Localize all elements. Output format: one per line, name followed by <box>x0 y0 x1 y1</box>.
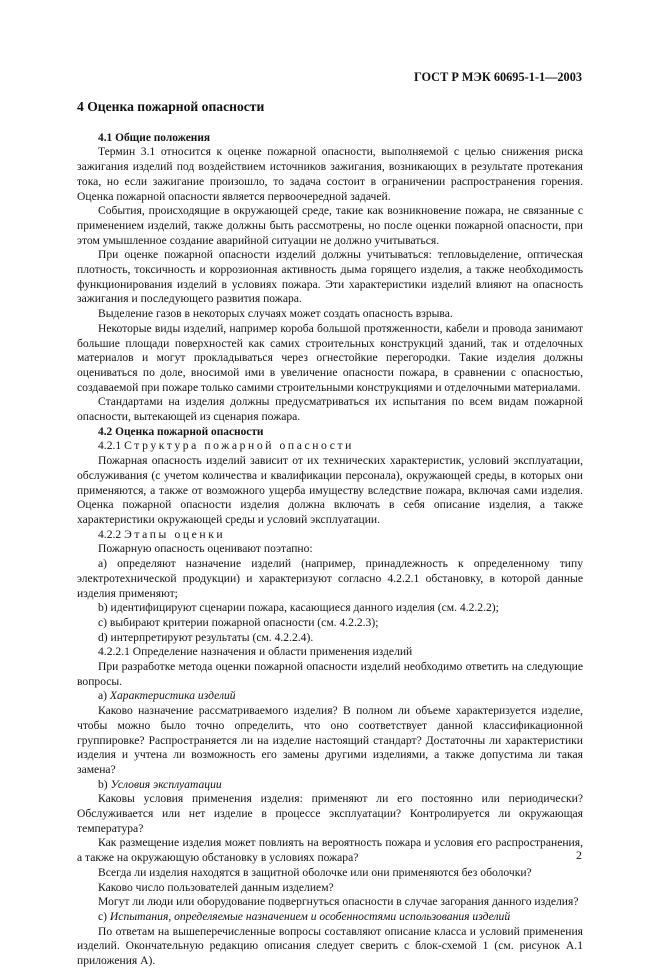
section-title: 4 Оценка пожарной опасности <box>77 99 265 114</box>
document-body <box>77 94 583 969</box>
document-header: ГОСТ Р МЭК 60695-1-1—2003 <box>413 70 582 84</box>
paragraph: Пожарную опасность оценивают поэтапно: <box>98 542 313 556</box>
question-heading-b <box>77 778 583 793</box>
item-title: Характеристика изделий <box>109 689 236 703</box>
paragraph: Выделение газов в некоторых случаях может создать опасность взрыва. <box>98 307 453 321</box>
paragraph: Стандартами на изделия должны предусматриваться их испытания по всем видам пожарной опасности, вытекающей из сценария пожара. <box>77 395 583 424</box>
clause-heading-4-2-1 <box>77 439 583 454</box>
list-item: b) идентифицируют сценарии пожара, касающиеся данного изделия (см. 4.2.2.2); <box>98 601 499 615</box>
clause-heading-4-2-2-1: 4.2.2.1 Определение назначения и области применения изделий <box>98 645 413 659</box>
question-heading-a <box>77 689 583 704</box>
paragraph: Термин 3.1 относится к оценке пожарной опасности, выполняемой с целью снижения риска зажигания изделий под воздействием источников зажигания, возникающих в результате протекания тока, но если зажигание произошло, то задача состоит в ограничении распространения горения. Оценка пожарной опасности является первоочередной задачей. <box>77 145 583 203</box>
clause-number: 4.2.1 <box>98 439 122 453</box>
item-title: Условия эксплуатации <box>110 777 222 791</box>
paragraph: При разработке метода оценки пожарной опасности изделий необходимо ответить на следующие вопросы. <box>77 660 583 688</box>
list-item: c) выбирают критерии пожарной опасности (см. 4.2.2.3); <box>98 615 379 629</box>
clause-number: 4.2.2 <box>98 527 122 541</box>
paragraph: Каково назначение рассматриваемого изделия? В полном ли объеме характеризуется изделие, чтобы можно было точно определить, что оно соответствует данной классификационной группировке? Распространяется ли на изделие настоящий стандарт? Достаточны ли характеристики изделия и учтена ли возможность его замены другими изделиями, а также допустима ли такая замена? <box>77 704 583 776</box>
item-label: c) <box>98 909 108 923</box>
paragraph: Некоторые виды изделий, например короба большой протяженности, кабели и провода занимают большие площади поверхностей как самих строительных конструкций зданий, так и отделочных материалов и могут прокладываться через огнестойкие перегородки. Такие изделия должны оцениваться по доле, вносимой ими в увеличение опасности пожара, в сравнении с опасностью, создаваемой при пожаре только самими строительными конструкциями и отделочными материалами. <box>77 321 583 394</box>
paragraph: Каковы условия применения изделия: применяют ли его постоянно или периодически? Обслуживается или нет изделие в процессе эксплуатации? Контролируется ли окружающая температура? <box>77 792 583 835</box>
paragraph: Всегда ли изделия находятся в защитной оболочке или они применяются без оболочки? <box>98 865 532 879</box>
clause-heading-4-2-2 <box>77 528 583 543</box>
paragraph: При оценке пожарной опасности изделий должны учитываться: тепловыделение, оптическая плотность, токсичность и коррозионная активность дыма горящего изделия, а также необходимость функционирования изделий в условиях пожара. Эти характеристики изделий влияют на опасность зажигания и последующего развития пожара. <box>77 248 583 306</box>
question-heading-c <box>77 910 583 925</box>
item-title: Испытания, определяемые назначением и особенностями использования изделий <box>109 909 511 923</box>
item-label: b) <box>98 777 108 791</box>
paragraph: Пожарная опасность изделий зависит от их технических характеристик, условий эксплуатации, обслуживания (с учетом количества и квалификации персонала), окружающей среды, в которых они применяются, а также от возможного ущерба имуществу вследствие пожара, включая сами изделия. Оценка пожарной опасности изделия должна включать в себя описание изделия, а также характеристики окружающей среды и условий эксплуатации. <box>77 454 583 526</box>
clause-title: Структура пожарной опасности <box>124 439 354 453</box>
clause-title: Этапы оценки <box>124 527 226 541</box>
item-label: a) <box>98 689 108 703</box>
page-number: 2 <box>576 848 582 862</box>
list-item: d) интерпретируют результаты (см. 4.2.2.4). <box>98 630 314 644</box>
paragraph: События, происходящие в окружающей среде, такие как возникновение пожара, не связанные с применением изделий, также должны быть рассмотрены, но после оценки пожарной опасности, при этом умышленное создание аварийной ситуации не должно учитываться. <box>77 204 583 247</box>
paragraph: По ответам на вышеперечисленные вопросы составляют описание класса и условий применения изделий. Окончательную редакцию описания следует сверить с блок-схемой 1 (см. рисунок А.1 приложения А). <box>77 924 583 968</box>
paragraph: Каково число пользователей данным изделием? <box>98 880 334 894</box>
paragraph: Могут ли люди или оборудование подвергнуться опасности в случае загорания данного изделия? <box>98 895 579 909</box>
subsection-heading-4-1: 4.1 Общие положения <box>98 131 211 144</box>
list-item: a) определяют назначение изделий (например, принадлежность к определенному типу электротехнической продукции) и характеризуют согласно 4.2.2.1 обстановку, в которой данные изделия применяют; <box>77 557 583 600</box>
subsection-heading-4-2: 4.2 Оценка пожарной опасности <box>98 425 264 438</box>
paragraph: Как размещение изделия может повлиять на вероятность пожара и условия его распространения, а также на окружающую обстановку в условиях пожара? <box>77 836 583 865</box>
